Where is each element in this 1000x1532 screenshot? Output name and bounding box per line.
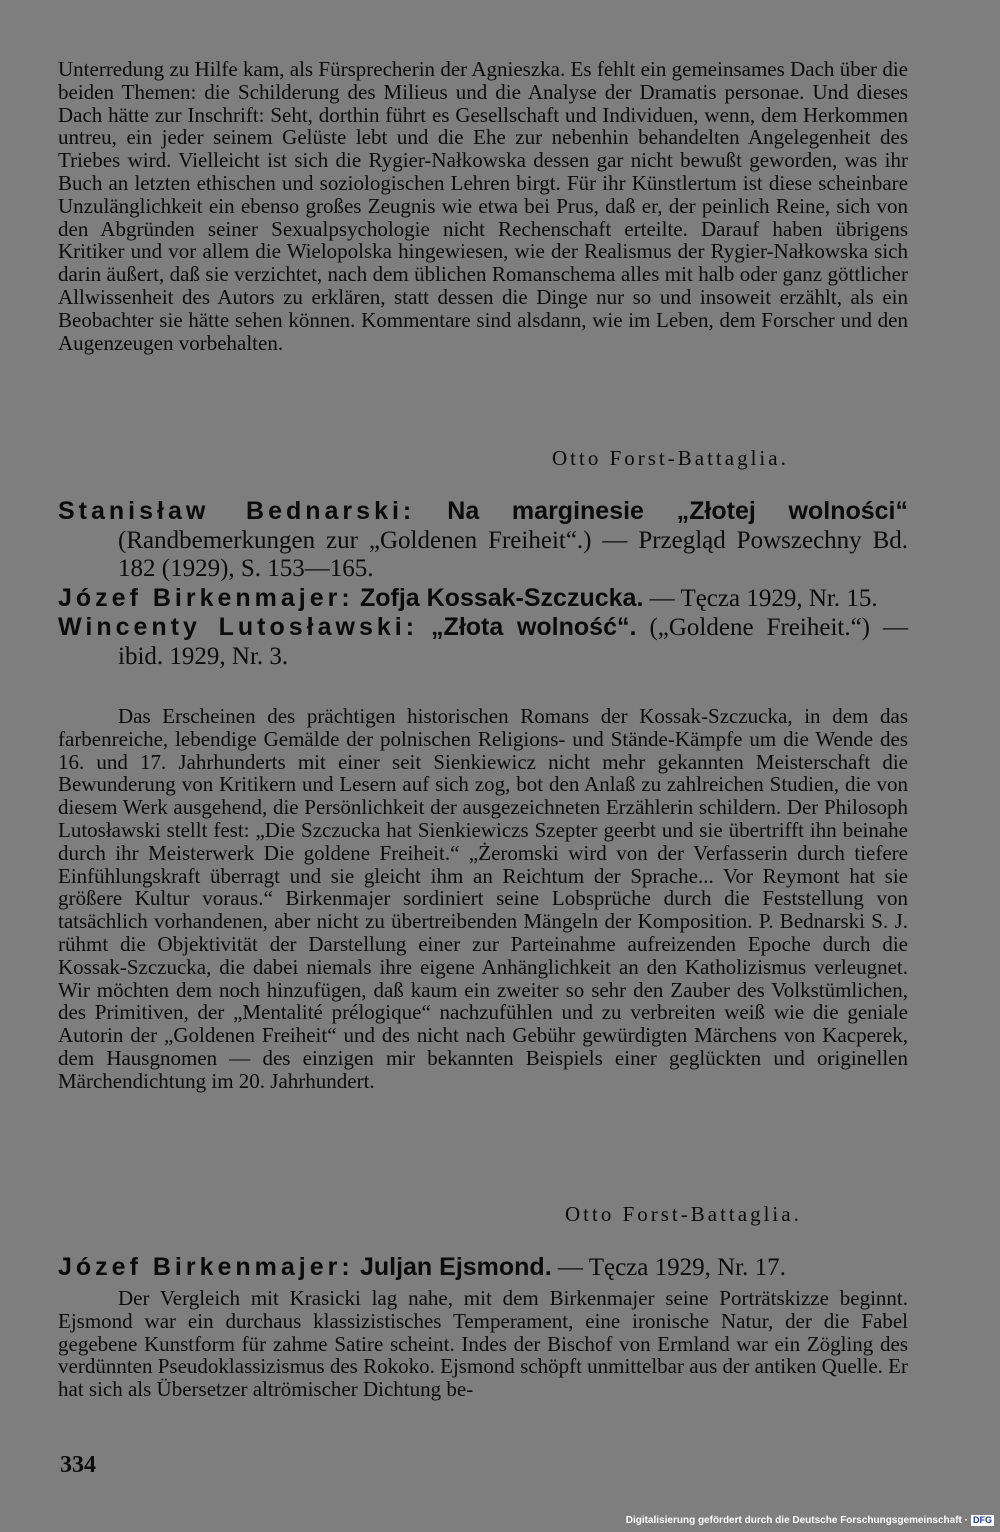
entry-title: Juljan Ejsmond. xyxy=(359,1253,552,1281)
entry-source: (Randbemerkungen zur „Goldenen Freiheit“.) — Przegląd Powszechny Bd. 182 (1929), S. 153—165. xyxy=(118,526,908,582)
entry-source: — Tęcza 1929, Nr. 15. xyxy=(649,584,878,612)
review-signature: Otto Forst-Battaglia. xyxy=(552,446,789,470)
entry-title: Zofja Kossak-Szczucka. xyxy=(359,583,644,612)
review-body xyxy=(58,705,908,1093)
review-signature: Otto Forst-Battaglia. xyxy=(565,1202,802,1226)
entry-source: („Goldene Freiheit.“) — ibid. 1929, Nr. 3. xyxy=(118,614,909,670)
dfg-logo-icon: DFG xyxy=(973,1515,992,1525)
bibliography-entry xyxy=(58,1253,908,1283)
entry-author: Stanisław Bednarski: xyxy=(58,497,416,525)
review-body xyxy=(58,1287,908,1401)
entry-author: Józef Birkenmajer: xyxy=(58,1253,354,1281)
digitization-footer xyxy=(626,1515,994,1526)
review-paragraph: Der Vergleich mit Krasicki lag nahe, mit dem Birkenmajer seine Porträtskizze beginnt. Ejsmond war ein durchaus klassizistisches Temperament, eine ironische Natur, der die Fabel gegebene Kunstform für zahme Satire scheint. Indes der Bischof von Ermland war ein Zögling des verdünnten Pseudoklassizismus des Rokoko. Ejsmond schöpft unmittelbar aus der antiken Quelle. Er hat sich als Übersetzer altrömischer Dichtung be- xyxy=(58,1286,908,1402)
review-continuation xyxy=(58,58,908,354)
entry-author: Wincenty Lutosławski: xyxy=(58,613,419,641)
bibliography-entry xyxy=(58,497,908,584)
review-paragraph: Das Erscheinen des prächtigen historischen Romans der Kossak-Szczucka, in dem das farbenreiche, lebendige Gemälde der polnischen Religions- und Stände-Kämpfe um die Wende des 16. und 17. Jahrhunderts mit einer seit Sienkiewicz nicht mehr gekannten Meisterschaft die Bewunderung von Kritikern und Lesern auf sich zog, bot den Anlaß zu zahlreichen Studien, die von diesem Werk ausgehend, die Persönlichkeit der ausgezeichneten Erzählerin schildern. Der Philosoph Lutosławski stellt fest: „Die Szczucka hat Sienkiewiczs Szepter geerbt und sie übertrifft ihn beinahe durch ihr Meisterwerk Die goldene Freiheit.“ „Żeromski wird von der Verfasserin durch tiefere Einfühlungskraft überragt und sie gleicht ihm an Reichtum der Sprache... Vor Reymont hat sie größere Kultur voraus.“ Birkenmajer sordiniert seine Lobsprüche durch die Feststellung von tatsächlich vorhandenen, aber nicht zu übertreibenden Mängeln der Komposition. P. Bednarski S. J. rühmt die Objektivität der Darstellung einer zur Parteinahme aufreizenden Epoche durch die Kossak-Szczucka, die dabei niemals ihre eigene Anhänglichkeit an den Katholizismus verleugnet. Wir möchten dem noch hinzufügen, daß kaum ein zweiter so sehr den Zauber des Volkstümlichen, des Primitiven, der „Mentalité prélogique“ nachzufühlen und zu verbreiten weiß wie die geniale Autorin der „Goldenen Freiheit“ und des nicht nach Gebühr gewürdigten Märchens von Kacperek, dem Hausgnomen — des einzigen mir bekannten Beispiels einer geglückten und originellen Märchendichtung im 20. Jahrhundert. xyxy=(58,704,908,1093)
entry-author: Józef Birkenmajer: xyxy=(58,583,354,612)
footer-text: Digitalisierung gefördert durch die Deutsche Forschungsgemeinschaft · xyxy=(625,1515,968,1526)
page-number: 334 xyxy=(60,1452,96,1478)
bibliography-entry xyxy=(58,613,908,671)
entry-source: — Tęcza 1929, Nr. 17. xyxy=(557,1254,786,1281)
bibliography-entry-block xyxy=(58,1253,908,1283)
review-paragraph: Unterredung zu Hilfe kam, als Fürsprecherin der Agnieszka. Es fehlt ein gemeinsames Dach über die beiden Themen: die Schilderung des Milieus und die Analyse der Dramatis personae. Und dieses Dach hätte zur Inschrift: Seht, dorthin führt es Gesellschaft und Individuen, wenn, dem Herkommen untreu, ein jeder seinem Gelüste lebt und die Ehe zur nebenhin behandelten Angelegenheit des Triebes wird. Vielleicht ist sich die Rygier-Nałkowska dessen gar nicht bewußt geworden, was ihr Buch an letzten ethischen und soziologischen Lehren birgt. Für ihr Künstlertum ist diese scheinbare Unzulänglichkeit ein ebenso großes Zeugnis wie etwa bei Prus, daß er, der peinlich Reine, sich von den Abgründen seiner Sexualpsychologie nicht Rechenschaft erteilte. Darauf haben übrigens Kritiker und vor allem die Wielopolska hingewiesen, wie der Realismus der Rygier-Nałkowska sich darin äußert, daß sie verzichtet, nach dem üblichen Romanschema alles mit halb oder ganz göttlicher Allwissenheit des Autors zu erklären, statt dessen die Dinge nur so und insoweit erzählt, als ein Beobachter sie hätte sehen können. Kommentare sind alsdann, wie im Leben, dem Forscher und den Augenzeugen vorbehalten. xyxy=(58,57,908,355)
entry-title: „Złota wolność“. xyxy=(431,613,637,641)
entry-title: Na marginesie „Złotej wolności“ xyxy=(447,497,908,525)
bibliography-entry xyxy=(58,584,908,614)
bibliography-entries xyxy=(58,497,908,671)
